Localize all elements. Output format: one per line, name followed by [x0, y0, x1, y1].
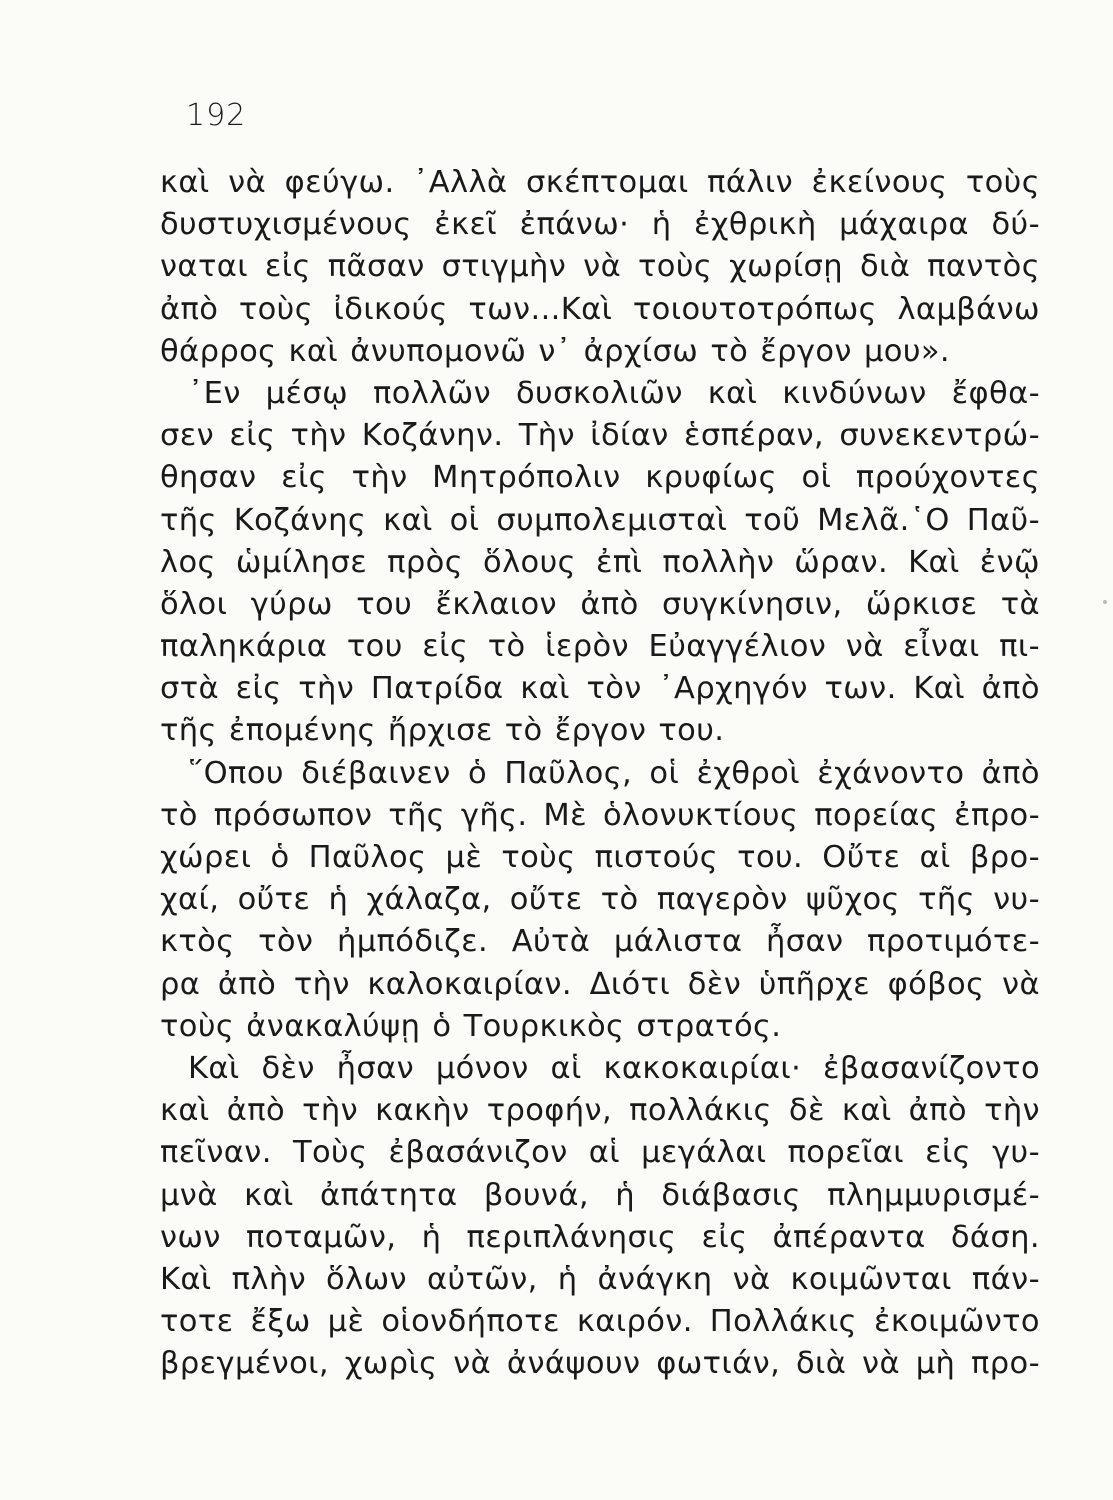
- text-line: τῆς ἐπομένης ἤρχισε τὸ ἔργον του.: [160, 713, 725, 749]
- text-line: νων ποταμῶν, ἡ περιπλάνησις εἰς ἀπέραντα δάση.: [160, 1219, 1040, 1255]
- text-line: λος ὡμίλησε πρὸς ὅλους ἐπὶ πολλὴν ὥραν. Καὶ ἐνῷ: [160, 544, 1040, 580]
- text-line: πεῖναν. Τοὺς ἐβασάνιζον αἱ μεγάλαι πορεῖαι εἰς γυ-: [160, 1135, 1040, 1171]
- text-line: παληκάρια του εἰς τὸ ἱερὸν Εὐαγγέλιον νὰ εἶναι πι-: [160, 629, 1040, 665]
- body-text: [160, 162, 1040, 1385]
- text-line: μνὰ καὶ ἀπάτητα βουνά, ἡ διάβασις πλημμυρισμέ-: [160, 1177, 1040, 1213]
- text-line: δυστυχισμένους ἐκεῖ ἐπάνω· ἡ ἐχθρικὴ μάχαιρα δύ-: [160, 207, 1040, 243]
- text-line: χώρει ὁ Παῦλος μὲ τοὺς πιστούς του. Οὔτε αἱ βρο-: [160, 840, 1040, 875]
- page-number: 192: [186, 98, 247, 133]
- text-line: τῆς Κοζάνης καὶ οἱ συμπολεμισταὶ τοῦ Μελᾶ.῾Ο Παῦ-: [160, 502, 1040, 538]
- text-line: καὶ ἀπὸ τὴν κακὴν τροφήν, πολλάκις δὲ καὶ ἀπὸ τὴν: [160, 1093, 1040, 1129]
- text-line: στὰ εἰς τὴν Πατρίδα καὶ τὸν ᾿Αρχηγόν των. Καὶ ἀπὸ: [160, 671, 1040, 707]
- text-line: ναται εἰς πᾶσαν στιγμὴν νὰ τοὺς χωρίσῃ διὰ παντὸς: [160, 249, 1040, 285]
- text-line: ρα ἀπὸ τὴν καλοκαιρίαν. Διότι δὲν ὑπῆρχε φόβος νὰ: [160, 966, 1040, 1002]
- paragraph-3: [160, 753, 1040, 1048]
- text-line: Καὶ δὲν ἦσαν μόνον αἱ κακοκαιρίαι· ἐβασανίζοντο: [188, 1050, 1040, 1086]
- paragraph-4: [160, 1048, 1040, 1386]
- text-line: ῞Οπου διέβαινεν ὁ Παῦλος, οἱ ἐχθροὶ ἐχάνοντο ἀπὸ: [188, 755, 1040, 791]
- paragraph-2: [160, 373, 1040, 753]
- text-line: θάρρος καὶ ἀνυπομονῶ ν᾿ ἀρχίσω τὸ ἔργον μου».: [160, 333, 951, 369]
- text-line: τοὺς ἀνακαλύψῃ ὁ Τουρκικὸς στρατός.: [160, 1008, 782, 1044]
- text-line: Καὶ πλὴν ὅλων αὐτῶν, ἡ ἀνάγκη νὰ κοιμῶνται πάν-: [160, 1261, 1040, 1297]
- text-line: τοτε ἔξω μὲ οἱονδήποτε καιρόν. Πολλάκις ἐκοιμῶντο: [160, 1304, 1040, 1340]
- text-line: καὶ νὰ φεύγω. ᾿Αλλὰ σκέπτομαι πάλιν ἐκείνους τοὺς: [160, 165, 1040, 200]
- text-line: ᾿Εν μέσῳ πολλῶν δυσκολιῶν καὶ κινδύνων ἔφθα-: [188, 375, 1040, 411]
- margin-speck: [1103, 600, 1107, 604]
- paragraph-1: [160, 162, 1040, 373]
- text-line: κτὸς τὸν ἠμπόδιζε. Αὐτὰ μάλιστα ἦσαν προτιμότε-: [160, 924, 1040, 960]
- text-line: σεν εἰς τὴν Κοζάνην. Τὴν ἰδίαν ἑσπέραν, συνεκεντρώ-: [160, 418, 1040, 454]
- text-line: ὅλοι γύρω του ἔκλαιον ἀπὸ συγκίνησιν, ὥρκισε τὰ: [160, 586, 1040, 622]
- text-line: χαί, οὔτε ἡ χάλαζα, οὔτε τὸ παγερὸν ψῦχος τῆς νυ-: [160, 882, 1040, 918]
- text-line: τὸ πρόσωπον τῆς γῆς. Μὲ ὁλονυκτίους πορείας ἐπρο-: [160, 797, 1040, 833]
- text-line: ἀπὸ τοὺς ἰδικούς των...Καὶ τοιουτοτρόπως λαμβάνω: [160, 291, 1040, 327]
- text-line: θησαν εἰς τὴν Μητρόπολιν κρυφίως οἱ προύχοντες: [160, 460, 1040, 496]
- text-line: βρεγμένοι, χωρὶς νὰ ἀνάψουν φωτιάν, διὰ νὰ μὴ προ-: [160, 1346, 1040, 1382]
